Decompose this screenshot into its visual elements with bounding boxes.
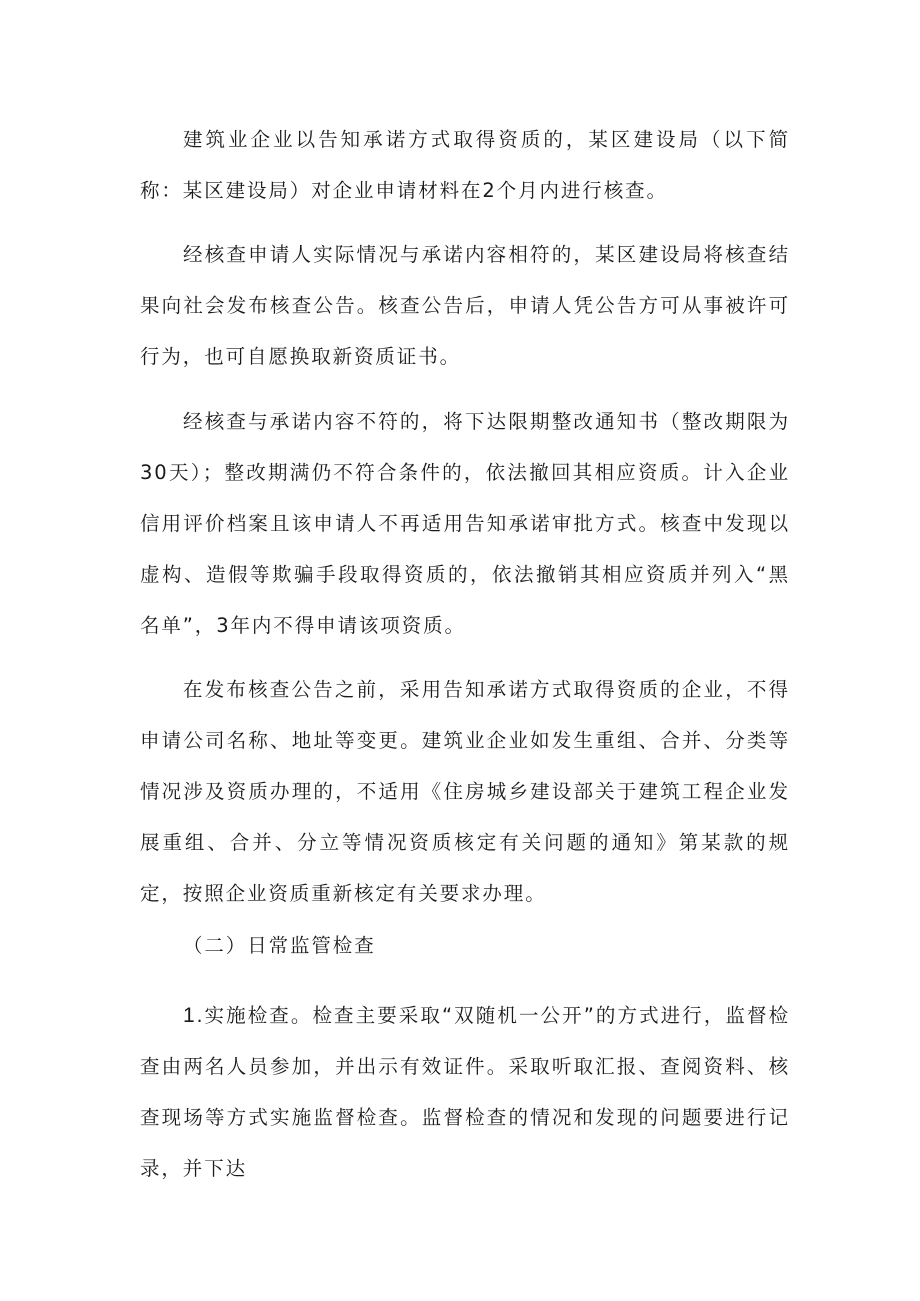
section-heading-daily-supervision: （二）日常监管检查 xyxy=(183,934,376,957)
paragraph-item-1-inspection xyxy=(140,990,790,1194)
paragraph-change-restrictions: 在发布核查公告之前，采用告知承诺方式取得资质的企业，不得申请公司名称、地址等变更。建筑业企业如发生重组、合并、分类等情况涉及资质办理的，不适用《住房城乡建设部关于建筑工程企业发展重组、合并、分立等情况资质核定有关问题的通知》第某款的规定，按照企业资质重新核定有关要求办理。 xyxy=(140,678,790,905)
item-1-text: 实施检查。检查主要采取“双随机一公开”的方式进行，监督检查由两名人员参加，并出示有效证件。采取听取汇报、查阅资料、核查现场等方式实施监督检查。监督检查的情况和发现的问题要进行记录，并下达 xyxy=(140,1004,790,1180)
item-number: 1. xyxy=(183,1004,205,1027)
paragraph-verification-match: 经核查申请人实际情况与承诺内容相符的，某区建设局将核查结果向社会发布核查公告。核查公告后，申请人凭公告方可从事被许可行为，也可自愿换取新资质证书。 xyxy=(140,243,790,368)
paragraph-verification-mismatch: 经核查与承诺内容不符的，将下达限期整改通知书（整改期限为30天）；整改期满仍不符合条件的，依法撤回其相应资质。计入企业信用评价档案且该申请人不再适用告知承诺审批方式。核查中发现以虚构、造假等欺骗手段取得资质的，依法撤销其相应资质并列入“黑名单”，3年内不得申请该项资质。 xyxy=(140,410,790,637)
paragraph-qualification-verification: 建筑业企业以告知承诺方式取得资质的，某区建设局（以下简称：某区建设局）对企业申请材料在2个月内进行核查。 xyxy=(140,128,790,202)
